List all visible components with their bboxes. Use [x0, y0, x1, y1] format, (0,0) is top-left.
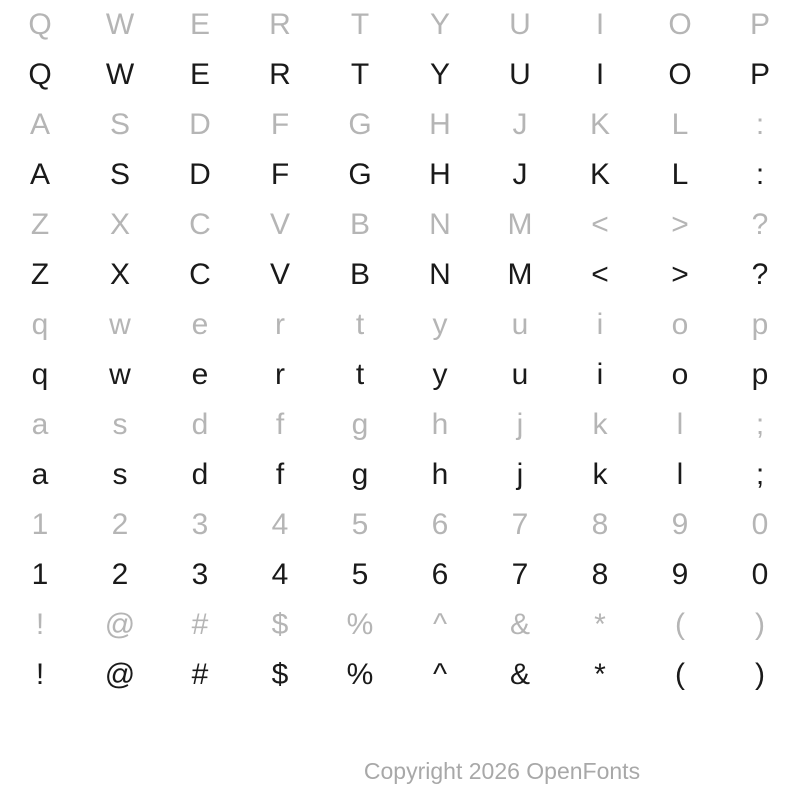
- glyph: Y: [429, 8, 450, 41]
- glyph: Z: [30, 208, 50, 241]
- glyph: !: [35, 658, 45, 691]
- glyph: %: [346, 658, 374, 691]
- glyph: g: [351, 458, 369, 491]
- glyph: P: [749, 8, 770, 41]
- glyph: #: [191, 658, 209, 691]
- specimen-row-gray: [0, 100, 800, 150]
- glyph: 1: [31, 558, 49, 591]
- glyph: e: [191, 308, 209, 341]
- glyph: l: [676, 408, 684, 441]
- glyph: L: [671, 158, 689, 191]
- glyph: s: [112, 408, 128, 441]
- glyph: 1: [31, 508, 49, 541]
- glyph: 5: [351, 508, 369, 541]
- glyph: ): [755, 608, 765, 641]
- glyph: !: [35, 608, 45, 641]
- glyph: A: [29, 158, 50, 191]
- glyph: U: [509, 58, 531, 91]
- glyph: r: [275, 308, 285, 341]
- glyph: V: [269, 258, 290, 291]
- glyph: g: [351, 408, 369, 441]
- glyph: p: [751, 358, 769, 391]
- glyph: s: [112, 458, 128, 491]
- glyph: 9: [671, 558, 689, 591]
- glyph: R: [269, 58, 291, 91]
- glyph: q: [31, 358, 49, 391]
- glyph: T: [350, 8, 370, 41]
- glyph: T: [350, 58, 370, 91]
- glyph: 7: [511, 558, 529, 591]
- glyph: J: [512, 108, 528, 141]
- glyph: i: [596, 308, 604, 341]
- glyph: j: [516, 458, 524, 491]
- glyph: I: [595, 8, 605, 41]
- glyph: @: [104, 608, 136, 641]
- glyph: U: [509, 8, 531, 41]
- specimen-row-black: [0, 650, 800, 700]
- glyph: $: [271, 608, 289, 641]
- glyph: 2: [111, 558, 129, 591]
- glyph: l: [676, 458, 684, 491]
- glyph: q: [31, 308, 49, 341]
- glyph: ;: [755, 458, 765, 491]
- glyph: 8: [591, 558, 609, 591]
- glyph: G: [348, 158, 372, 191]
- glyph: y: [432, 308, 448, 341]
- glyph: <: [591, 208, 609, 241]
- glyph: B: [349, 208, 370, 241]
- glyph: Z: [30, 258, 50, 291]
- specimen-row-gray: [0, 400, 800, 450]
- glyph: I: [595, 58, 605, 91]
- glyph: f: [275, 408, 285, 441]
- glyph: D: [189, 158, 211, 191]
- glyph: 4: [271, 558, 289, 591]
- glyph: d: [191, 408, 209, 441]
- glyph: a: [31, 458, 49, 491]
- glyph: C: [189, 208, 211, 241]
- glyph: K: [589, 158, 610, 191]
- glyph: <: [591, 258, 609, 291]
- glyph: :: [755, 108, 765, 141]
- copyright-notice: Copyright 2026 OpenFonts: [363, 758, 641, 784]
- glyph: Y: [429, 58, 450, 91]
- glyph: S: [109, 158, 130, 191]
- glyph: *: [594, 608, 606, 641]
- glyph: @: [104, 658, 136, 691]
- glyph: ?: [751, 258, 769, 291]
- glyph: u: [511, 308, 529, 341]
- glyph: 3: [191, 558, 209, 591]
- glyph: ): [755, 658, 765, 691]
- glyph: $: [271, 658, 289, 691]
- glyph: >: [671, 258, 689, 291]
- glyph: h: [431, 458, 449, 491]
- glyph: C: [189, 258, 211, 291]
- specimen-row-black: [0, 150, 800, 200]
- glyph: L: [671, 108, 689, 141]
- glyph: Q: [28, 58, 52, 91]
- glyph: &: [509, 608, 530, 641]
- specimen-row-black: [0, 50, 800, 100]
- glyph: 4: [271, 508, 289, 541]
- glyph: ?: [751, 208, 769, 241]
- specimen-row-gray: [0, 600, 800, 650]
- glyph: a: [31, 408, 49, 441]
- glyph: (: [675, 658, 685, 691]
- glyph: A: [29, 108, 50, 141]
- glyph: p: [751, 308, 769, 341]
- glyph: E: [189, 58, 210, 91]
- glyph: W: [105, 8, 135, 41]
- specimen-row-black: [0, 450, 800, 500]
- glyph: o: [671, 358, 689, 391]
- glyph: M: [507, 258, 533, 291]
- glyph: 6: [431, 508, 449, 541]
- glyph: d: [191, 458, 209, 491]
- glyph: :: [755, 158, 765, 191]
- specimen-row-gray: [0, 200, 800, 250]
- glyph: N: [429, 208, 451, 241]
- specimen-row-black: [0, 250, 800, 300]
- specimen-row-gray: [0, 500, 800, 550]
- glyph: E: [189, 8, 210, 41]
- glyph: V: [269, 208, 290, 241]
- glyph: 7: [511, 508, 529, 541]
- glyph: w: [109, 358, 131, 391]
- glyph: r: [275, 358, 285, 391]
- glyph: X: [109, 258, 130, 291]
- glyph: o: [671, 308, 689, 341]
- glyph: &: [509, 658, 530, 691]
- glyph: h: [431, 408, 449, 441]
- glyph: y: [432, 358, 448, 391]
- specimen-row-gray: [0, 0, 800, 50]
- glyph: f: [275, 458, 285, 491]
- glyph: N: [429, 258, 451, 291]
- glyph: 0: [751, 508, 769, 541]
- glyph: %: [346, 608, 374, 641]
- glyph: D: [189, 108, 211, 141]
- glyph: H: [429, 108, 451, 141]
- glyph: ^: [432, 608, 448, 641]
- glyph: J: [512, 158, 528, 191]
- glyph: w: [109, 308, 131, 341]
- glyph: j: [516, 408, 524, 441]
- glyph: u: [511, 358, 529, 391]
- glyph: F: [270, 158, 290, 191]
- glyph: i: [596, 358, 604, 391]
- glyph: M: [507, 208, 533, 241]
- glyph: 6: [431, 558, 449, 591]
- glyph: B: [349, 258, 370, 291]
- specimen-row-black: [0, 350, 800, 400]
- glyph: >: [671, 208, 689, 241]
- glyph: 9: [671, 508, 689, 541]
- glyph: *: [594, 658, 606, 691]
- glyph: ^: [432, 658, 448, 691]
- glyph: #: [191, 608, 209, 641]
- glyph: Q: [28, 8, 52, 41]
- glyph: S: [109, 108, 130, 141]
- glyph: k: [592, 408, 608, 441]
- glyph: G: [348, 108, 372, 141]
- glyph: H: [429, 158, 451, 191]
- glyph: K: [589, 108, 610, 141]
- glyph: k: [592, 458, 608, 491]
- glyph: t: [355, 308, 365, 341]
- glyph: 3: [191, 508, 209, 541]
- glyph: t: [355, 358, 365, 391]
- glyph: 0: [751, 558, 769, 591]
- specimen-row-black: [0, 550, 800, 600]
- specimen-row-gray: [0, 300, 800, 350]
- glyph: 8: [591, 508, 609, 541]
- glyph: R: [269, 8, 291, 41]
- glyph: O: [668, 58, 692, 91]
- glyph: (: [675, 608, 685, 641]
- glyph: O: [668, 8, 692, 41]
- glyph: e: [191, 358, 209, 391]
- glyph: F: [270, 108, 290, 141]
- glyph: ;: [755, 408, 765, 441]
- glyph: P: [749, 58, 770, 91]
- glyph: 5: [351, 558, 369, 591]
- glyph: X: [109, 208, 130, 241]
- glyph: 2: [111, 508, 129, 541]
- glyph: W: [105, 58, 135, 91]
